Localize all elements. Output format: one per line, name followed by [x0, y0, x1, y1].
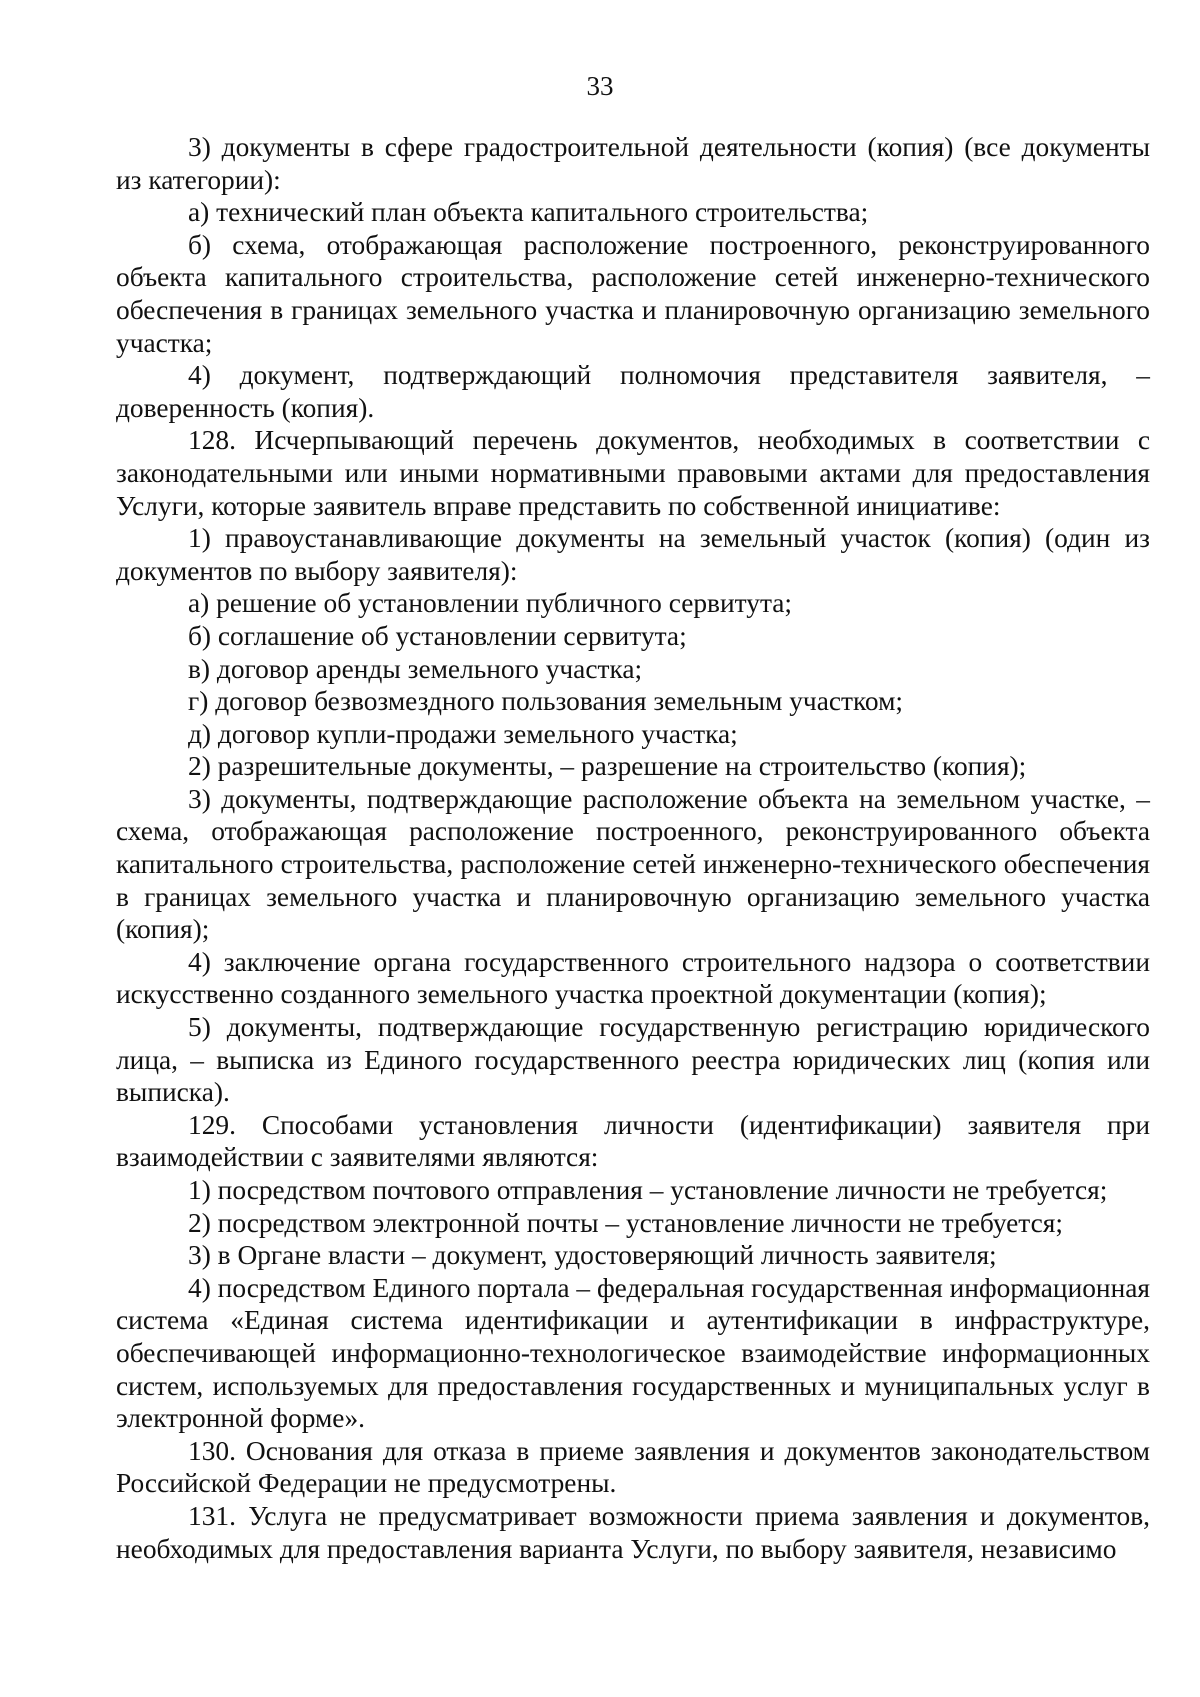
paragraph: 2) посредством электронной почты – установление личности не требуется;: [188, 1207, 1063, 1238]
page-number: 33: [586, 71, 614, 101]
paragraph: 3) в Органе власти – документ, удостоверяющий личность заявителя;: [188, 1240, 997, 1271]
paragraph: 129. Способами установления личности (идентификации) заявителя при взаимодействии с заявителями являются:: [116, 1109, 1150, 1173]
paragraph: 5) документы, подтверждающие государственную регистрацию юридического лица, – выписка из Единого государственного реестра юридических лиц (копия или выписка).: [116, 1012, 1150, 1108]
paragraph: 2) разрешительные документы, – разрешение на строительство (копия);: [188, 751, 1027, 782]
paragraph: а) решение об установлении публичного сервитута;: [188, 588, 793, 619]
paragraph: д) договор купли-продажи земельного участка;: [188, 718, 738, 749]
paragraph: 1) правоустанавливающие документы на земельный участок (копия) (один из документов по выбору заявителя):: [116, 523, 1150, 586]
paragraph: а) технический план объекта капитального строительства;: [188, 197, 869, 228]
paragraph: г) договор безвозмездного пользования земельным участком;: [188, 686, 904, 717]
paragraph: 131. Услуга не предусматривает возможности приема заявления и документов, необходимых для предоставления варианта Услуги, по выбору заявителя, независимо: [116, 1500, 1150, 1564]
paragraph: б) схема, отображающая расположение построенного, реконструированного объекта капитального строительства, расположение сетей инженерно-технического обеспечения в границах земельного участка и планировочную организацию земельного участка;: [116, 229, 1150, 358]
paragraph: 3) документы в сфере градостроительной деятельности (копия) (все документы из категории):: [116, 132, 1150, 195]
paragraph: в) договор аренды земельного участка;: [188, 653, 643, 684]
paragraph: 128. Исчерпывающий перечень документов, необходимых в соответствии с законодательными или иными нормативными правовыми актами для предоставления Услуги, которые заявитель вправе представить по собственной инициативе:: [116, 425, 1150, 521]
paragraph: б) соглашение об установлении сервитута;: [188, 620, 687, 651]
paragraph: 1) посредством почтового отправления – установление личности не требуется;: [188, 1175, 1108, 1205]
paragraph: 4) заключение органа государственного строительного надзора о соответствии искусственно созданного земельного участка проектной документации (копия);: [116, 946, 1150, 1010]
document-body: [116, 131, 1150, 1565]
paragraph: 3) документы, подтверждающие расположение объекта на земельном участке, – схема, отображающая расположение построенного, реконструированного объекта капитального строительства, расположение сетей инженерно-технического обеспечения в границах земельного участка и планировочную организацию земельного участка (копия);: [116, 783, 1150, 945]
paragraph: 4) документ, подтверждающий полномочия представителя заявителя, – доверенность (копия).: [116, 360, 1150, 423]
paragraph: 4) посредством Единого портала – федеральная государственная информационная система «Единая система идентификации и аутентификации в инфраструктуре, обеспечивающей информационно-технологическое взаимодействие информационных систем, используемых для предоставления государственных и муниципальных услуг в электронной форме».: [116, 1272, 1150, 1434]
paragraph: 130. Основания для отказа в приеме заявления и документов законодательством Российской Федерации не предусмотрены.: [116, 1435, 1150, 1499]
